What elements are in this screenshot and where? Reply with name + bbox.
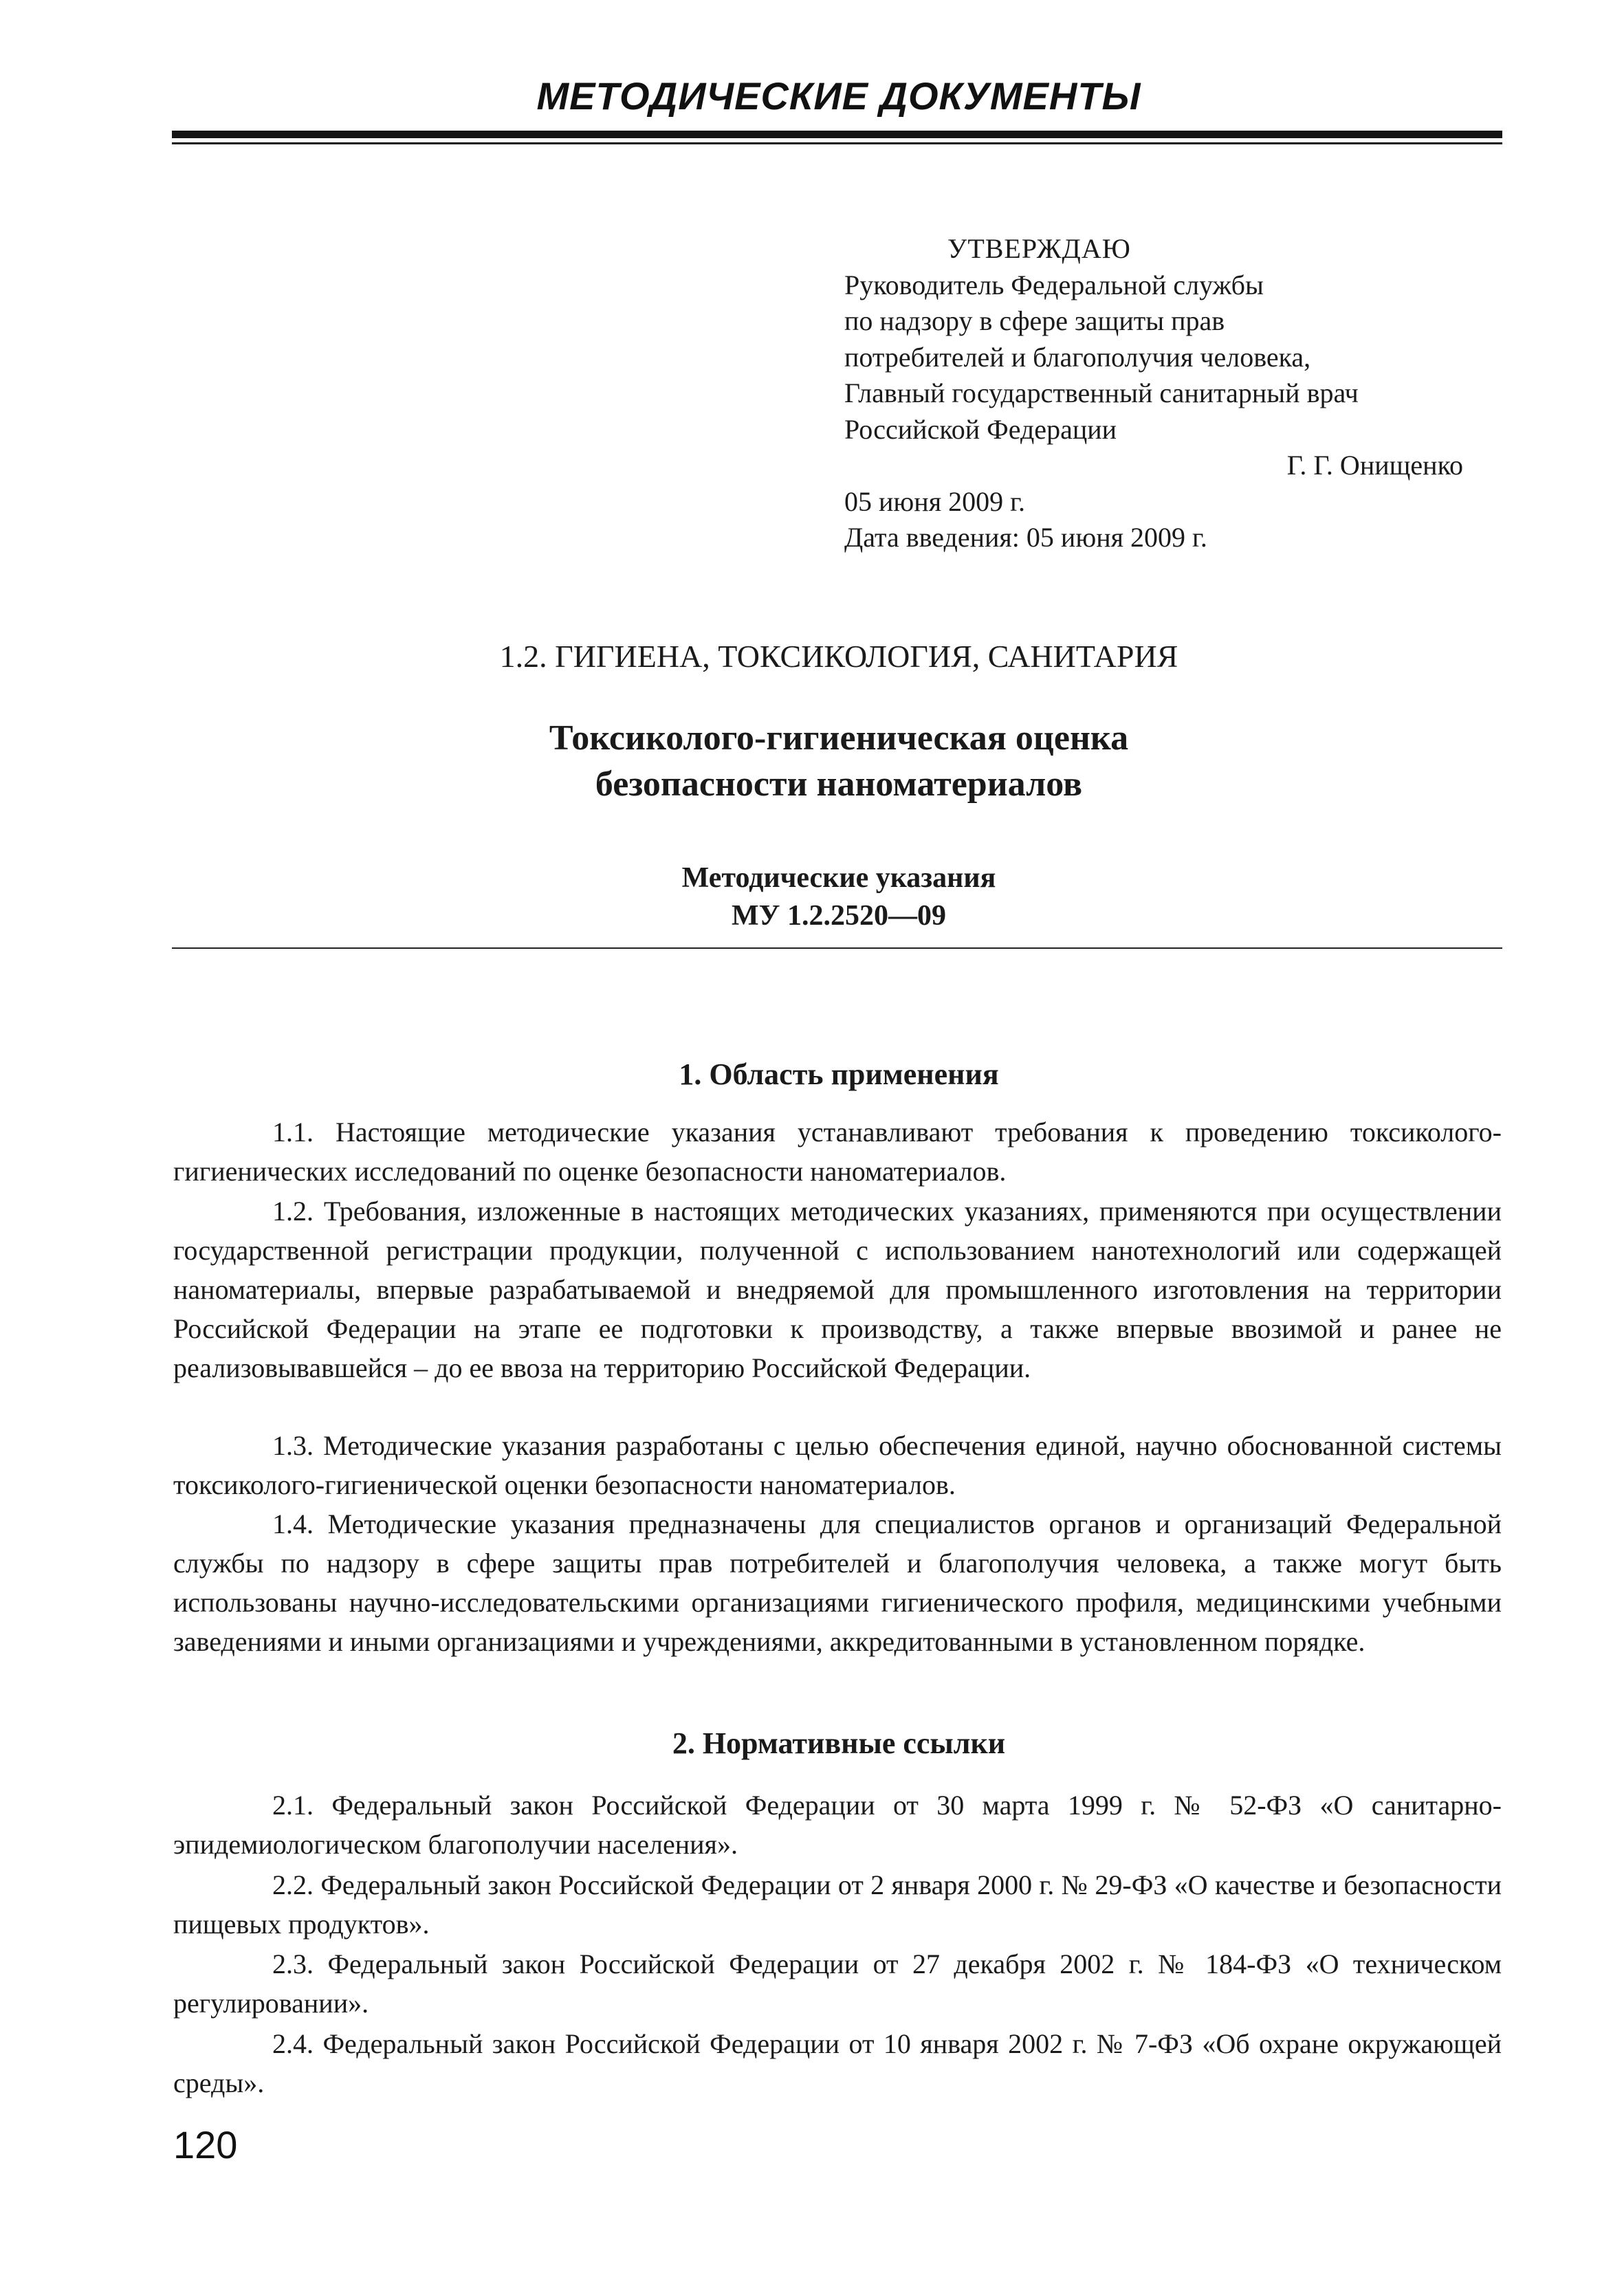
document-title bbox=[177, 715, 1500, 807]
approval-line: потребителей и благополучия человека, bbox=[844, 341, 1311, 373]
header-rule-thin bbox=[172, 142, 1502, 144]
page-number: 120 bbox=[173, 2123, 238, 2166]
approval-title: УТВЕРЖДАЮ bbox=[947, 233, 1131, 264]
section-category-heading: 1.2. ГИГИЕНА, ТОКСИКОЛОГИЯ, САНИТАРИЯ bbox=[499, 639, 1178, 674]
section-heading-references: 2. Нормативные ссылки bbox=[672, 1726, 1006, 1760]
approval-line: по надзору в сфере защиты прав bbox=[844, 305, 1225, 336]
approval-block bbox=[844, 231, 1504, 556]
approval-effective-date: Дата введения: 05 июня 2009 г. bbox=[844, 522, 1207, 553]
paragraph: 2.1. Федеральный закон Российской Федерации от 30 марта 1999 г. № 52-ФЗ «О санитарно-эпидемиологическом благополучии населения». bbox=[173, 1790, 1502, 1860]
paragraph: 1.2. Требования, изложенные в настоящих методических указаниях, применяются при осуществлении государственной регистрации продукции, полученной с использованием нанотехнологий или содержащей наноматериалы, впервые разрабатываемой и внедряемой для промышленного изготовления на территории Российской Федерации на этапе ее подготовки к производству, а также впервые ввозимой и ранее не реализовывавшейся – до ее ввоза на территорию Российской Федерации. bbox=[173, 1196, 1502, 1383]
approval-signer: Г. Г. Онищенко bbox=[1286, 450, 1463, 481]
paragraph: 1.4. Методические указания предназначены для специалистов органов и организаций Федеральной службы по надзору в сфере защиты прав потребителей и благополучия человека, а также могут быть использованы научно-исследовательскими организациями гигиенического профиля, медицинскими учебными заведениями и иными организациями и учреждениями, аккредитованными в установленном порядке. bbox=[173, 1508, 1502, 1657]
approval-line: Руководитель Федеральной службы bbox=[844, 269, 1264, 300]
approval-line: Главный государственный санитарный врач bbox=[844, 377, 1359, 408]
approval-line: Российской Федерации bbox=[844, 413, 1117, 445]
title-divider bbox=[172, 947, 1502, 949]
paragraph: 2.2. Федеральный закон Российской Федерации от 2 января 2000 г. № 29-ФЗ «О качестве и безопасности пищевых продуктов». bbox=[173, 1869, 1502, 1940]
document-title-line: безопасности наноматериалов bbox=[595, 765, 1083, 804]
document-type: Методические указания bbox=[681, 862, 996, 894]
document-subtitle bbox=[177, 859, 1500, 935]
paragraph: 2.4. Федеральный закон Российской Федерации от 10 января 2002 г. № 7-ФЗ «Об охране окружающей среды». bbox=[173, 2028, 1502, 2098]
running-header: МЕТОДИЧЕСКИЕ ДОКУМЕНТЫ bbox=[536, 74, 1141, 118]
section-heading-scope: 1. Область применения bbox=[679, 1057, 999, 1091]
paragraph: 1.1. Настоящие методические указания устанавливают требования к проведению токсиколого-гигиенических исследований по оценке безопасности наноматериалов. bbox=[173, 1117, 1502, 1187]
paragraph: 2.3. Федеральный закон Российской Федерации от 27 декабря 2002 г. № 184-ФЗ «О техническом регулировании». bbox=[173, 1948, 1502, 2019]
approval-date: 05 июня 2009 г. bbox=[844, 485, 1025, 517]
document-title-line: Токсиколого-гигиеническая оценка bbox=[549, 718, 1129, 758]
paragraph: 1.3. Методические указания разработаны с целью обеспечения единой, научно обоснованной системы токсиколого-гигиенической оценки безопасности наноматериалов. bbox=[173, 1430, 1502, 1500]
header-rule-thick bbox=[172, 131, 1502, 138]
document-number: МУ 1.2.2520—09 bbox=[732, 900, 946, 932]
